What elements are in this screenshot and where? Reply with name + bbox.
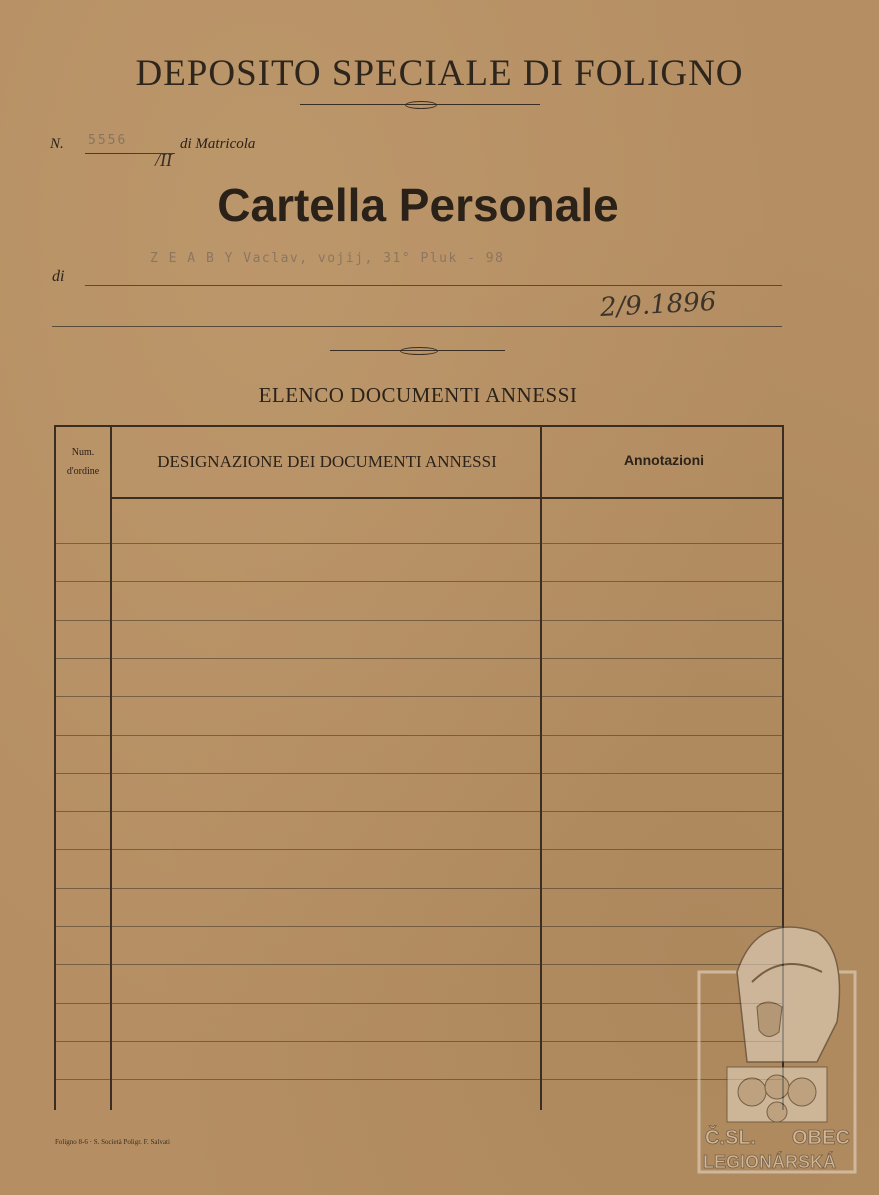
table-row (56, 1041, 784, 1042)
table-row (56, 696, 784, 697)
designation-column-divider (540, 425, 542, 1110)
table-row (56, 849, 784, 850)
handwritten-date: 2/9.1896 (599, 286, 717, 324)
table-row (56, 581, 784, 582)
documents-table (54, 425, 784, 1110)
table-row (56, 811, 784, 812)
table-row (56, 964, 784, 965)
matricola-label: di Matricola (180, 136, 256, 152)
section-title: ELENCO DOCUMENTI ANNESSI (258, 383, 578, 407)
table-row (56, 773, 784, 774)
name-line-2 (52, 326, 782, 327)
table-left-border (54, 425, 56, 1110)
header-underline-annotations (542, 497, 782, 499)
number-value: 5556 (88, 133, 128, 148)
document-title: DEPOSITO SPECIALE DI FOLIGNO (135, 53, 744, 94)
stamp-line2: OBEC (792, 1127, 850, 1149)
person-name-typed: Z E A B Y Vaclav, vojij, 31° Pluk - 98 (150, 251, 505, 266)
table-top-border (54, 425, 784, 427)
header-num-line2: d'ordine (66, 466, 100, 477)
table-row (56, 735, 784, 736)
printer-footer: Foligno 8-6 · S. Società Poligr. F. Salvati (55, 1138, 170, 1146)
table-row (56, 658, 784, 659)
number-label: N. (50, 136, 64, 152)
main-title: Cartella Personale (217, 179, 619, 231)
header-num-ordine (56, 443, 110, 481)
header-num-line1: Num. (71, 447, 95, 458)
table-row (56, 543, 784, 544)
legion-stamp-logo (697, 912, 857, 1177)
name-line-1 (85, 285, 782, 286)
di-label: di (52, 268, 65, 285)
header-annotations: Annotazioni (623, 452, 705, 468)
stamp-line1: Č.SL. (705, 1127, 757, 1149)
table-row (56, 926, 784, 927)
header-designation: DESIGNAZIONE DEI DOCUMENTI ANNESSI (157, 452, 497, 471)
table-row (56, 1003, 784, 1004)
stamp-line3: LEGIONÁRSKÁ (703, 1152, 837, 1172)
num-column-divider (110, 425, 112, 1110)
table-row (56, 620, 784, 621)
table-row (56, 888, 784, 889)
header-underline-designation (112, 497, 540, 499)
table-row (56, 1079, 784, 1080)
number-suffix: /II (155, 150, 172, 170)
